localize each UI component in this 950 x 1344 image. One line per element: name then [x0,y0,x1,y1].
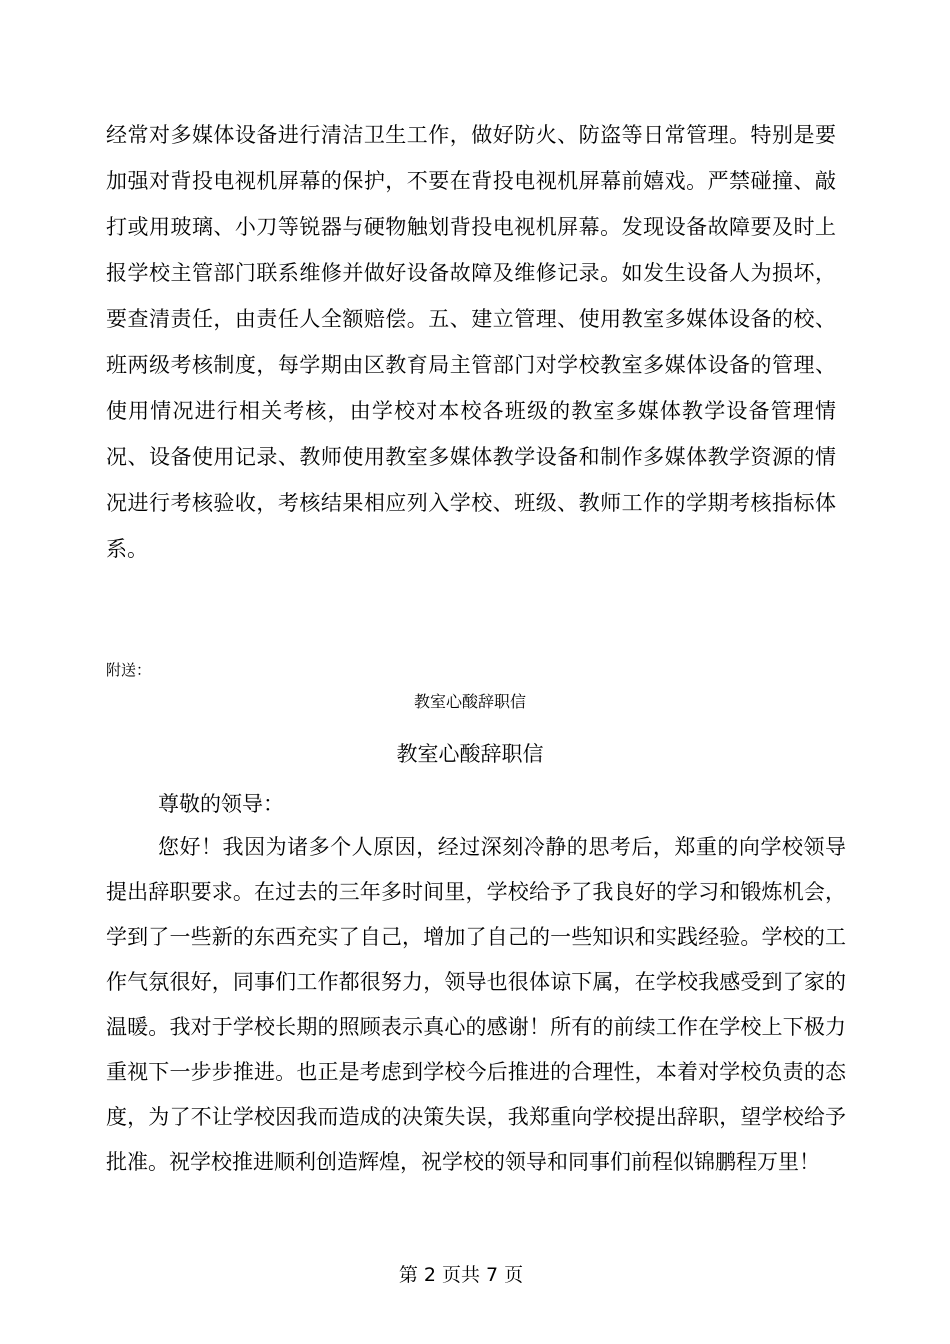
page-footer: 第 2 页共 7 页 [398,1264,524,1286]
appendix-label: 附送： [106,661,152,679]
appendix-small-title: 教室心酸辞职信 [413,692,526,711]
letter-salutation: 尊敬的领导： [158,792,284,816]
letter-title: 教室心酸辞职信 [396,742,544,766]
letter-body: 您好！我因为诸多个人原因，经过深刻冷静的思考后，郑重的向学校领导提出辞职要求。在过去的三年多时间里，学校给予了我良好的学习和锻炼机会，学到了一些新的东西充实了自己，增加了自己的一些知识和实践经验。学校的工作气氛很好，同事们工作都很努力，领导也很体谅下属，在学校我感受到了家的温暖。我对于学校长期的照顾表示真心的感谢！所有的前续工作在学校上下极力重视下一步步推进。也正是考虑到学校今后推进的合理性，本着对学校负责的态度，为了不让学校因我而造成的决策失误，我郑重向学校提出辞职，望学校给予批准。祝学校推进顺利创造辉煌，祝学校的领导和同事们前程似锦鹏程万里！ [106,835,846,1174]
continued-paragraph: 经常对多媒体设备进行清洁卫生工作，做好防火、防盗等日常管理。特别是要加强对背投电视机屏幕的保护，不要在背投电视机屏幕前嬉戏。严禁碰撞、敲打或用玻璃、小刀等锐器与硬物触划背投电视机屏幕。发现设备故障要及时上报学校主管部门联系维修并做好设备故障及维修记录。如发生设备人为损坏，要查清责任，由责任人全额赔偿。五、建立管理、使用教室多媒体设备的校、班两级考核制度，每学期由区教育局主管部门对学校教室多媒体设备的管理、使用情况进行相关考核，由学校对本校各班级的教室多媒体教学设备管理情况、设备使用记录、教师使用教室多媒体教学设备和制作多媒体教学资源的情况进行考核验收，考核结果相应列入学校、班级、教师工作的学期考核指标体系。 [106,123,836,561]
